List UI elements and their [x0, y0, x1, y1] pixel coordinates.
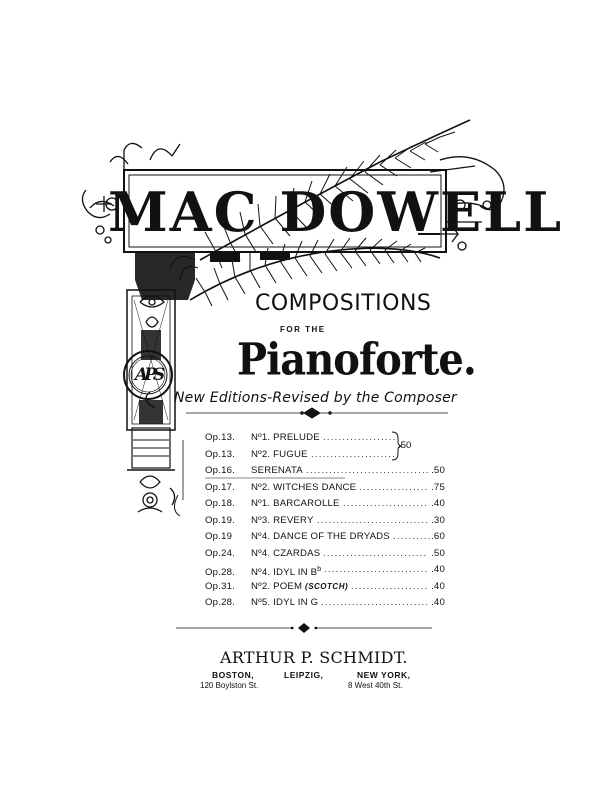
title-text [108, 180, 564, 244]
price: .75 [431, 481, 445, 493]
price: .50 [431, 465, 445, 476]
compositions-text: COMPOSITIONS [255, 291, 432, 316]
address-boston: 120 Boylston St. [200, 681, 259, 690]
compositions-heading [255, 291, 431, 316]
work-row [205, 480, 445, 497]
city-new-york: NEW YORK, [357, 670, 411, 680]
divider-rule [176, 622, 432, 634]
dot-leader: .......... [393, 531, 432, 542]
work-row [205, 579, 445, 596]
piece-title: Nº2. FUGUE [251, 448, 308, 460]
address-new-york: 8 West 40th St. [348, 681, 403, 690]
price: .40 [431, 597, 445, 608]
piece-subtitle: (SCOTCH) [305, 581, 349, 591]
dot-leader: ................... [323, 432, 397, 443]
dot-leader: ........................... [324, 564, 429, 575]
instrument-title: Pianoforte. [237, 334, 476, 386]
dot-leader: ................................ [306, 465, 430, 476]
composer-title [108, 180, 564, 260]
monogram-medallion [124, 359, 172, 391]
piece-title: Nº1. BARCAROLLE [251, 498, 340, 509]
dot-leader: ............................. [317, 514, 430, 526]
work-row [205, 496, 445, 513]
piece-title: Nº4. CZARDAS [251, 547, 321, 559]
opus-number: Op.17. [205, 481, 235, 493]
opus-number: Op.28. [205, 597, 235, 608]
work-row [205, 562, 445, 579]
editions-note: New Editions-Revised by the Composer [174, 390, 457, 406]
opus-number: Op.19 [205, 531, 233, 542]
opus-number: Op.13. [205, 448, 235, 460]
work-row [205, 546, 445, 563]
piece-title: Nº2. WITCHES DANCE [251, 481, 357, 493]
piece-title: Nº5. IDYL IN G [251, 597, 319, 608]
piece-title: Nº1. PRELUDE [251, 432, 320, 443]
piece-title: Nº4. DANCE OF THE DRYADS [251, 531, 390, 542]
opus-number: Op.13. [205, 432, 235, 443]
price: .60 [431, 531, 445, 542]
dot-leader: .................... [351, 580, 429, 592]
price: .30 [431, 514, 445, 526]
dot-leader: ........................... [323, 547, 428, 559]
city-boston: BOSTON, [212, 670, 255, 680]
price: .40 [431, 498, 445, 509]
opus-number: Op.18. [205, 498, 235, 509]
work-row [205, 595, 445, 612]
work-row [205, 463, 445, 480]
city-leipzig: LEIPZIG, [284, 670, 324, 680]
opus-number: Op.31. [205, 580, 235, 592]
dot-leader: ............................ [321, 597, 430, 608]
work-row [205, 529, 445, 546]
dot-leader: ...................... [343, 498, 429, 509]
piece-title: Nº3. REVERY [251, 514, 314, 526]
opus-number: Op.16. [205, 465, 235, 476]
dot-leader: .................. [359, 481, 429, 493]
works-list [205, 430, 445, 612]
dot-leader: ...................... [311, 448, 397, 460]
title-first: MAC [108, 180, 259, 244]
price: .40 [431, 564, 445, 575]
price: .50 [431, 547, 445, 559]
opus-number: Op.24. [205, 547, 235, 559]
opus-number: Op.28. [205, 567, 235, 578]
title-second: DOWELL [279, 180, 564, 244]
brace-price: .50 [398, 440, 412, 451]
piece-title: Nº4. IDYL IN B [251, 567, 318, 578]
monogram-text: APS [134, 365, 162, 385]
publisher-name: ARTHUR P. SCHMIDT. [220, 648, 408, 667]
key-flat-sign: b [317, 566, 322, 573]
work-row [205, 513, 445, 530]
piece-title: SERENATA [251, 465, 303, 476]
piece-title: Nº2. POEM [251, 580, 303, 592]
for-the-label: FOR THE [280, 325, 326, 334]
opus-number: Op.19. [205, 514, 235, 526]
price: .40 [431, 580, 445, 592]
